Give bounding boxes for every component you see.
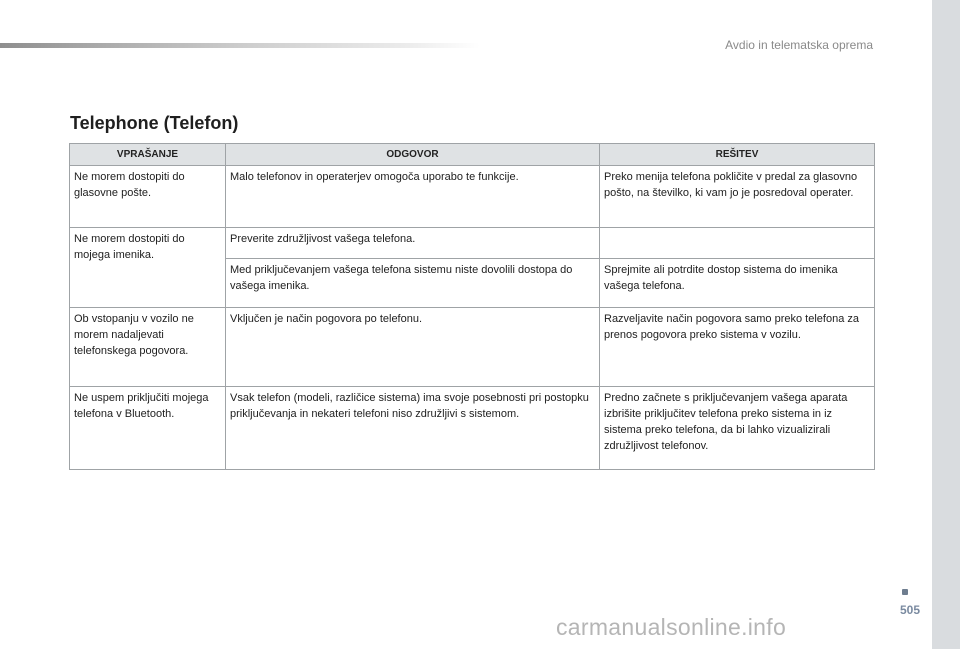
table-row — [70, 387, 875, 470]
page-side-strip — [932, 0, 960, 649]
column-header-question: VPRAŠANJE — [70, 144, 226, 166]
column-header-solution: REŠITEV — [600, 144, 875, 166]
answer-cell: Vključen je način pogovora po telefonu. — [226, 308, 600, 387]
question-cell: Ne morem dostopiti do mojega imenika. — [70, 228, 226, 308]
solution-cell: Predno začnete s priključevanjem vašega aparata izbrišite priključitev telefona preko sistema in iz sistema preko telefona, da bi lahko vizualizirali združljivost telefonov. — [600, 387, 875, 470]
answer-cell: Preverite združljivost vašega telefona. — [226, 228, 600, 259]
column-header-answer: ODGOVOR — [226, 144, 600, 166]
answer-cell: Malo telefonov in operaterjev omogoča uporabo te funkcije. — [226, 166, 600, 228]
solution-cell — [600, 228, 875, 259]
header-gradient-bar — [0, 43, 480, 48]
answer-cell: Med priključevanjem vašega telefona sistemu niste dovolili dostopa do vašega imenika. — [226, 259, 600, 308]
page-title: Telephone (Telefon) — [70, 113, 239, 133]
watermark: carmanualsonline.info — [556, 614, 787, 640]
solution-cell: Razveljavite način pogovora samo preko telefona za prenos pogovora preko sistema v vozilu. — [600, 308, 875, 387]
question-cell: Ob vstopanju v vozilo ne morem nadaljevati telefonskega pogovora. — [70, 308, 226, 387]
table-row — [70, 166, 875, 228]
page-marker-icon — [902, 589, 908, 595]
answer-cell: Vsak telefon (modeli, različice sistema) ima svoje posebnosti pri postopku priključevanja in nekateri telefoni niso združljivi s sistemom. — [226, 387, 600, 470]
table-row — [70, 308, 875, 387]
solution-cell: Preko menija telefona pokličite v predal za glasovno pošto, na številko, ki vam jo je posredoval operater. — [600, 166, 875, 228]
table-header-row — [70, 144, 875, 166]
question-cell: Ne uspem priključiti mojega telefona v Bluetooth. — [70, 387, 226, 470]
question-cell: Ne morem dostopiti do glasovne pošte. — [70, 166, 226, 228]
table-row — [70, 228, 875, 259]
troubleshooting-table — [69, 143, 875, 470]
solution-cell: Sprejmite ali potrdite dostop sistema do imenika vašega telefona. — [600, 259, 875, 308]
section-label: Avdio in telematska oprema — [725, 38, 873, 52]
page-number: 505 — [899, 603, 920, 617]
